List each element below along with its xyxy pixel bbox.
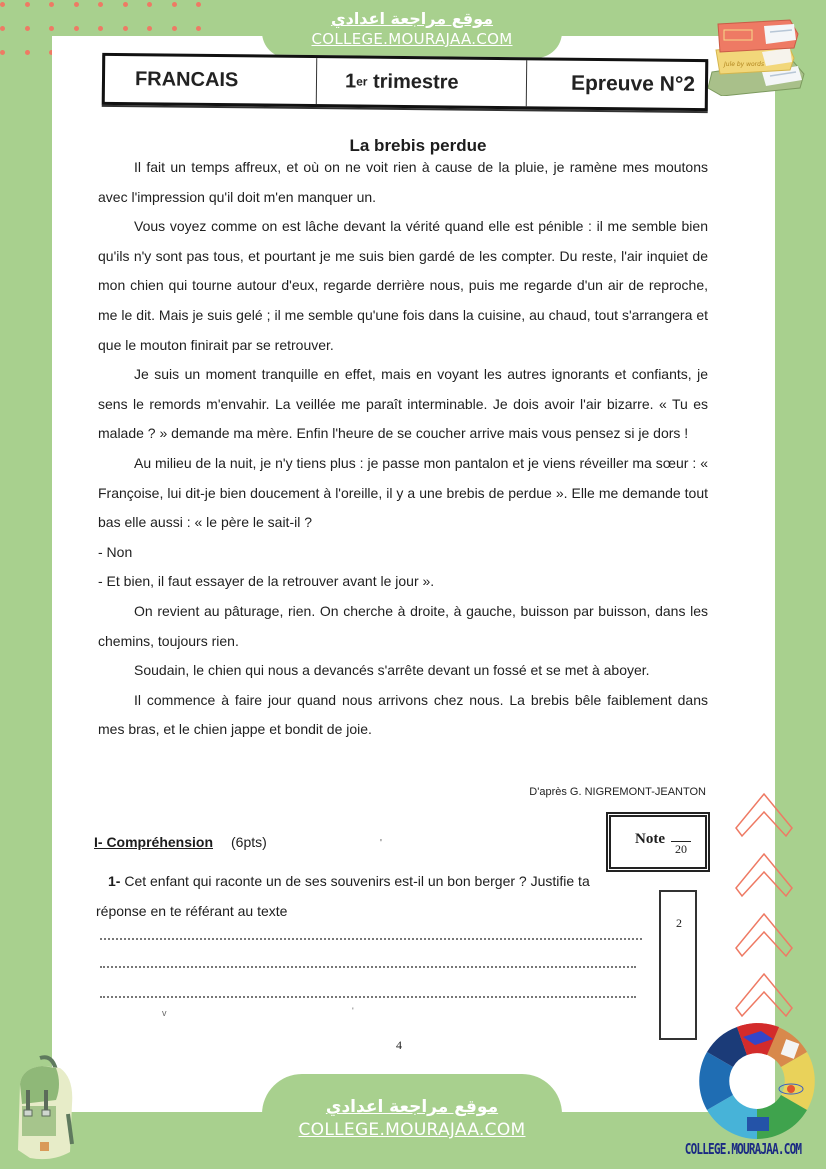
dialogue-line: - Et bien, il faut essayer de la retrouver avant le jour ». [98,573,435,590]
question-1 [96,866,636,926]
answer-line[interactable] [100,966,636,968]
site-arabic-title: موقع مراجعة اعدادي [330,9,494,28]
question-score-box [659,890,697,1040]
note-denominator: 20 [675,842,687,856]
svg-text:Jule by words: Jule by words [724,61,765,68]
paragraph: Soudain, le chien qui nous a devancés s'arrête devant un fossé et se met à aboyer. [134,662,650,679]
site-logo-icon[interactable] [694,1020,820,1142]
top-site-banner[interactable] [262,0,562,58]
text-title: La brebis perdue [349,136,487,155]
section-title: I- Compréhension [94,834,214,850]
paragraph: Au milieu de la nuit, je n'y tiens plus : je passe mon pantalon et je viens réveiller ma sœur : « Françoise, lui dit-je bien doucement à l'oreille, il y a une brebis de perdue ». Elle me demande tout bas elle aussi : « le père le sait-il ? [98,454,708,531]
term-word: trimestre [367,70,459,94]
exam-header-table [102,53,709,111]
reading-passage [98,153,708,745]
paragraph: Vous voyez comme on est lâche devant la vérité quand elle est pénible : il me semble bien qu'ils n'y sont pas tous, et pourtant je me suis bien gardé de les compter. Du reste, l'air inquiet de mon chien qui tourne autour d'eux, regarde derrière nous, puis me regarde d'un air de reproche, me le dit. Mais je suis gelé ; il me semble qu'une fois dans la cuisine, au chaud, tout s'arrangera et que le mouton finirait par se retrouver. [98,218,708,353]
scan-mark: v [162,1008,167,1018]
answer-line[interactable] [100,938,642,940]
site-url-link[interactable]: COLLEGE.MOURAJAA.COM [311,30,513,48]
site-url-link[interactable]: COLLEGE.MOURAJAA.COM [298,1120,526,1140]
scan-mark: ' [380,838,382,849]
section-points: (6pts) [231,834,267,850]
scan-mark: ' [352,1006,354,1016]
paragraph: Il fait un temps affreux, et où on ne voit rien à cause de la pluie, je ramène mes moutons avec l'impression qu'il doit m'en manquer un. [98,159,708,205]
term-superscript: er [356,74,368,89]
question-points: 2 [676,916,682,930]
paragraph: On revient au pâturage, rien. On cherche à droite, à gauche, buisson par buisson, dans les chemins, toujours rien. [98,602,708,649]
exam-number-cell: Epreuve N°2 [570,71,696,97]
paragraph: Je suis un moment tranquille en effet, mais en voyant les autres ignorants et confiants, je sens le remords m'envahir. La veillée me paraît interminable. Je dois avoir l'air bizarre. « Tu es malade ? » demande ma mère. Enfin l'heure de se coucher arrive mais vous pensez si je dors ! [98,366,708,442]
chevron-up-icon [734,792,794,1032]
answer-line[interactable] [100,996,636,998]
books-icon [702,14,812,96]
bottom-site-banner[interactable] [262,1074,562,1169]
note-label: Note [635,831,665,847]
question-text: Cet enfant qui raconte un de ses souvenirs est-il un bon berger ? Justifie ta réponse en te référant au texte [96,873,590,919]
section-heading [94,834,267,850]
paragraph: Il commence à faire jour quand nous arrivons chez nous. La brebis bêle faiblement dans mes bras, et le chien jappe et bondit de joie. [98,691,708,738]
backpack-icon [12,1054,74,1164]
logo-caption: COLLEGE.MOURAJAA.COM [684,1140,802,1159]
term-cell [317,58,527,106]
subject-cell: FRANCAIS [105,56,317,104]
dialogue-line: - Non [98,543,133,560]
term-number: 1 [344,69,357,92]
grade-box [606,812,710,872]
question-number: 1- [108,873,121,889]
note-fraction [671,831,691,857]
site-arabic-title: موقع مراجعة اعدادي [325,1097,499,1117]
page-number: 4 [396,1038,402,1052]
text-attribution: D'après G. NIGREMONT-JEANTON [529,786,706,798]
